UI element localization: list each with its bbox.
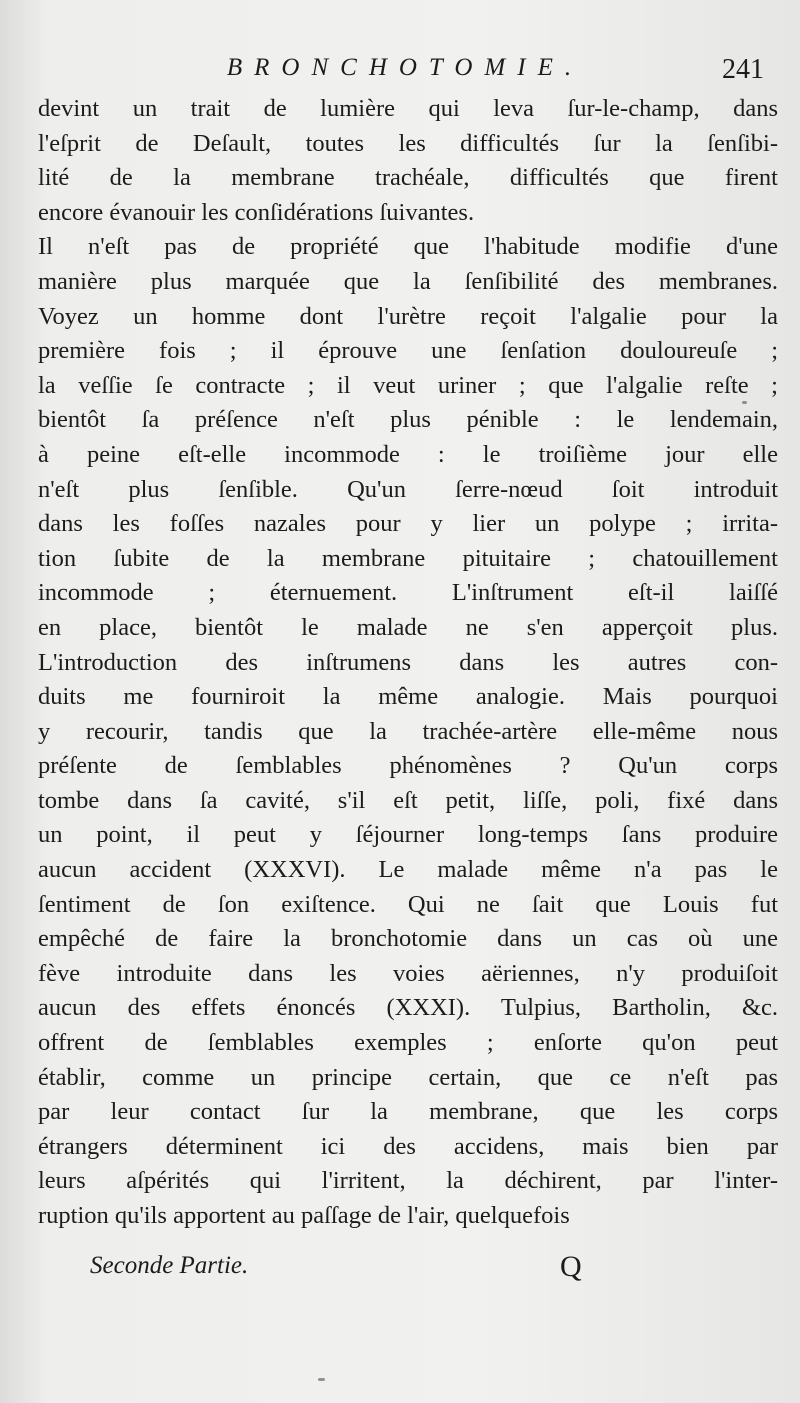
- text-line: L'introduction des inſtrumens dans les autres con-: [38, 648, 778, 676]
- running-title: BRONCHOTOMIE.: [226, 54, 584, 81]
- ink-speck: [742, 401, 747, 404]
- text-line: en place, bientôt le malade ne s'en apperçoit plus.: [38, 613, 778, 641]
- text-line: un point, il peut y ſéjourner long-temps ſans produire: [38, 821, 778, 849]
- text-line: étrangers déterminent ici des accidens, mais bien par: [38, 1132, 778, 1160]
- text-line: ſentiment de ſon exiſtence. Qui ne ſait que Louis fut: [38, 890, 778, 918]
- text-line: aucun des effets énoncés (XXXI). Tulpius, Bartholin, &c.: [38, 994, 778, 1022]
- text-line: ruption qu'ils apportent au paſſage de l'air, quelquefois: [38, 1202, 570, 1229]
- text-line: incommode ; éternuement. L'inſtrument eſt-il laiſſé: [38, 579, 778, 607]
- signature-mark: Q: [560, 1250, 582, 1283]
- body-text: [38, 92, 778, 1234]
- text-line: préſente de ſemblables phénomènes ? Qu'un corps: [38, 752, 778, 780]
- text-line: l'eſprit de Deſault, toutes les difficultés ſur la ſenſibi-: [38, 129, 778, 157]
- text-line: bientôt ſa préſence n'eſt plus pénible : le lendemain,: [38, 406, 778, 434]
- text-line: fève introduite dans les voies aëriennes, n'y produiſoit: [38, 959, 778, 987]
- text-line: empêché de faire la bronchotomie dans un cas où une: [38, 925, 778, 953]
- ink-speck: [318, 1378, 325, 1381]
- text-line: duits me fourniroit la même analogie. Mais pourquoi: [38, 683, 778, 711]
- text-line: première fois ; il éprouve une ſenſation douloureuſe ;: [38, 337, 778, 365]
- text-line: offrent de ſemblables exemples ; enſorte qu'on peut: [38, 1029, 778, 1057]
- text-line: lité de la membrane trachéale, difficultés que firent: [38, 164, 778, 192]
- text-line: encore évanouir les conſidérations ſuivantes.: [38, 198, 475, 226]
- text-line: leurs aſpérités qui l'irritent, la déchirent, par l'inter-: [38, 1167, 778, 1195]
- text-line: établir, comme un principe certain, que ce n'eſt pas: [38, 1063, 778, 1091]
- text-line: manière plus marquée que la ſenſibilité des membranes.: [38, 267, 778, 295]
- text-line: tion ſubite de la membrane pituitaire ; chatouillement: [38, 544, 778, 572]
- text-line: par leur contact ſur la membrane, que les corps: [38, 1098, 778, 1126]
- text-line: n'eſt plus ſenſible. Qu'un ſerre-nœud ſoit introduit: [38, 475, 778, 503]
- page-footer: [90, 1252, 610, 1292]
- text-line: dans les foſſes nazales pour y lier un polype ; irrita-: [38, 510, 778, 538]
- text-line: Il n'eſt pas de propriété que l'habitude modifie d'une: [38, 233, 778, 261]
- text-line: Voyez un homme dont l'urètre reçoit l'algalie pour la: [38, 302, 778, 330]
- page-header: [40, 52, 770, 88]
- text-line: y recourir, tandis que la trachée-artère elle-même nous: [38, 717, 778, 745]
- text-line: aucun accident (XXXVI). Le malade même n'a pas le: [38, 856, 778, 884]
- text-line: la veſſie ſe contracte ; il veut uriner ; que l'algalie reſte ;: [38, 371, 778, 399]
- text-line: tombe dans ſa cavité, s'il eſt petit, liſſe, poli, fixé dans: [38, 786, 778, 814]
- text-line: à peine eſt-elle incommode : le troiſième jour elle: [38, 440, 778, 468]
- text-line: devint un trait de lumière qui leva ſur-le-champ, dans: [38, 95, 778, 122]
- signature-label: Seconde Partie.: [90, 1252, 249, 1279]
- page-number: 241: [722, 54, 764, 85]
